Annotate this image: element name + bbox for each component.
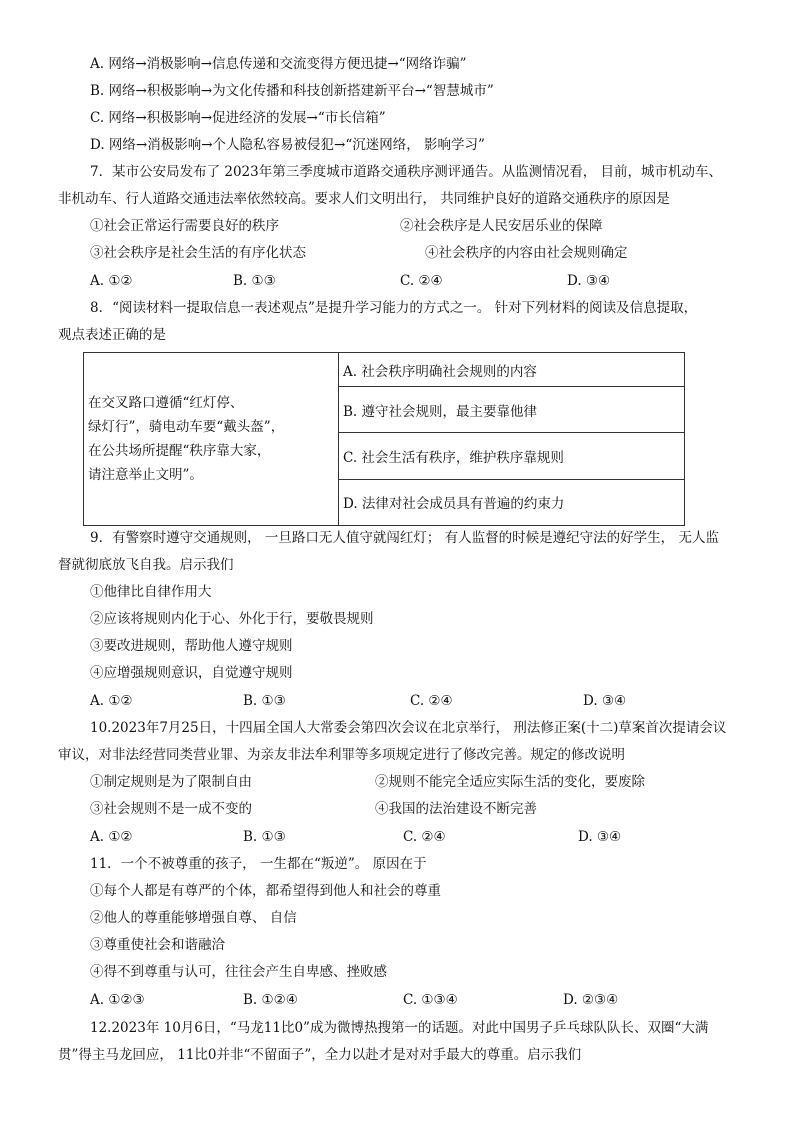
q11-choice-c: C. ①③④ — [403, 992, 458, 1008]
q9-item-3: ③要改进规则，帮助他人遵守规则 — [90, 638, 293, 654]
q7-choice-b: B. ①③ — [233, 273, 276, 289]
q11-item-3: ③尊重使社会和谐融洽 — [90, 937, 225, 953]
q6-option-a: A. 网络→消极影响→信息传递和交流变得方便迅捷→“网络诈骗” — [90, 56, 467, 72]
q10-choice-a: A. ①② — [90, 829, 133, 845]
q12-stem-line-1: 12.2023年 10月6日，“马龙11比0”成为微博热搜第一的话题。对此中国男子乒乓球队队长、双圈“大满 — [90, 1020, 709, 1036]
q6-option-b: B. 网络→积极影响→为文化传播和科技创新搭建新平台→“智慧城市” — [90, 83, 494, 99]
q9-choice-d: D. ③④ — [583, 693, 627, 709]
q8-choice-d: D. 法律对社会成员具有普遍的约束力 — [339, 479, 685, 525]
q7-item-2: ②社会秩序是人民安居乐业的保障 — [400, 218, 603, 234]
q8-choice-a: A. 社会秩序明确社会规则的内容 — [339, 353, 685, 387]
q8-material-line-3: 在公共场所提醒“秩序靠大家， — [88, 443, 271, 459]
q12-stem-line-2: 贯”得主马龙回应， 11比0并非“不留面子”，全力以赴才是对对手最大的尊重。启示我们 — [58, 1047, 582, 1063]
q7-choice-c: C. ②④ — [400, 273, 443, 289]
q11-item-1: ①每个人都是有尊严的个体，都希望得到他人和社会的尊重 — [90, 883, 441, 899]
q9-choice-c: C. ②④ — [410, 693, 453, 709]
q10-item-4: ④我国的法治建设不断完善 — [375, 801, 537, 817]
q11-item-2: ②他人的尊重能够增强自尊、 自信 — [90, 910, 297, 926]
q10-choice-c: C. ②④ — [403, 829, 446, 845]
q8-choice-b: B. 遵守社会规则，最主要靠他律 — [339, 387, 685, 433]
q8-material-line-4: 请注意举止文明”。 — [88, 467, 203, 483]
q11-choice-b: B. ①②④ — [243, 992, 298, 1008]
q9-item-4: ④应增强规则意识，自觉遵守规则 — [90, 665, 293, 681]
q9-choice-a: A. ①② — [90, 693, 133, 709]
q7-choice-a: A. ①② — [90, 273, 133, 289]
q9-stem-line-1: 9．有警察时遵守交通规则， 一旦路口无人值守就闯红灯； 有人监督的时候是遵纪守法的好学生， 无人监 — [90, 530, 719, 546]
q11-item-4: ④得不到尊重与认可，往往会产生自卑感、挫败感 — [90, 964, 387, 980]
q7-stem-line-1: 7．某市公安局发布了 2023年第三季度城市道路交通秩序测评通告。从监测情况看， 目前，城市机动车、 — [90, 164, 723, 180]
q7-item-1: ①社会正常运行需要良好的秩序 — [90, 218, 279, 234]
q7-stem-line-2: 非机动车、行人道路交通违法率依然较高。要求人们文明出行， 共同维护良好的道路交通秩序的原因是 — [58, 191, 670, 207]
q8-material-line-2: 绿灯行”，骑电动车要“戴头盔”， — [88, 419, 285, 435]
q8-material-line-1: 在交叉路口遵循“红灯停、 — [88, 395, 244, 411]
q11-choice-a: A. ①②③ — [90, 992, 145, 1008]
q11-stem-line-1: 11．一个不被尊重的孩子， 一生都在“叛逆”。 原因在于 — [90, 856, 427, 872]
q8-table — [83, 352, 685, 526]
q6-option-c: C. 网络→积极影响→促进经济的发展→“市长信箱” — [90, 110, 386, 126]
q10-item-1: ①制定规则是为了限制自由 — [90, 774, 252, 790]
q9-item-2: ②应该将规则内化于心、外化于行，要敬畏规则 — [90, 611, 374, 627]
q9-item-1: ①他律比自律作用大 — [90, 584, 212, 600]
q10-stem-line-2: 审议，对非法经营同类营业罪、为亲友非法牟利罪等多项规定进行了修改完善。规定的修改说明 — [58, 747, 625, 763]
q8-stem-line-2: 观点表述正确的是 — [58, 327, 166, 343]
q8-material-cell — [84, 353, 339, 526]
q6-option-d: D. 网络→消极影响→个人隐私容易被侵犯→“沉迷网络， 影响学习” — [90, 137, 485, 153]
q8-stem-line-1: 8．“阅读材料一提取信息一表述观点”是提升学习能力的方式之一。 针对下列材料的阅读及信息提取， — [90, 300, 698, 316]
q10-choice-b: B. ①③ — [243, 829, 286, 845]
q10-stem-line-1: 10.2023年7月25日，十四届全国人大常委会第四次会议在北京举行， 刑法修正案(十二)草案首次提请会议 — [90, 720, 727, 736]
q7-item-4: ④社会秩序的内容由社会规则确定 — [425, 245, 628, 261]
q10-item-3: ③社会规则不是一成不变的 — [90, 801, 252, 817]
q10-choice-d: D. ③④ — [578, 829, 622, 845]
q7-choice-d: D. ③④ — [567, 273, 611, 289]
q9-choice-b: B. ①③ — [243, 693, 286, 709]
q11-choice-d: D. ②③④ — [563, 992, 619, 1008]
q9-stem-line-2: 督就彻底放飞自我。启示我们 — [58, 557, 234, 573]
q8-choice-c: C. 社会生活有秩序，维护秩序靠规则 — [339, 433, 685, 479]
q7-item-3: ③社会秩序是社会生活的有序化状态 — [90, 245, 306, 261]
q10-item-2: ②规则不能完全适应实际生活的变化，要废除 — [375, 774, 645, 790]
